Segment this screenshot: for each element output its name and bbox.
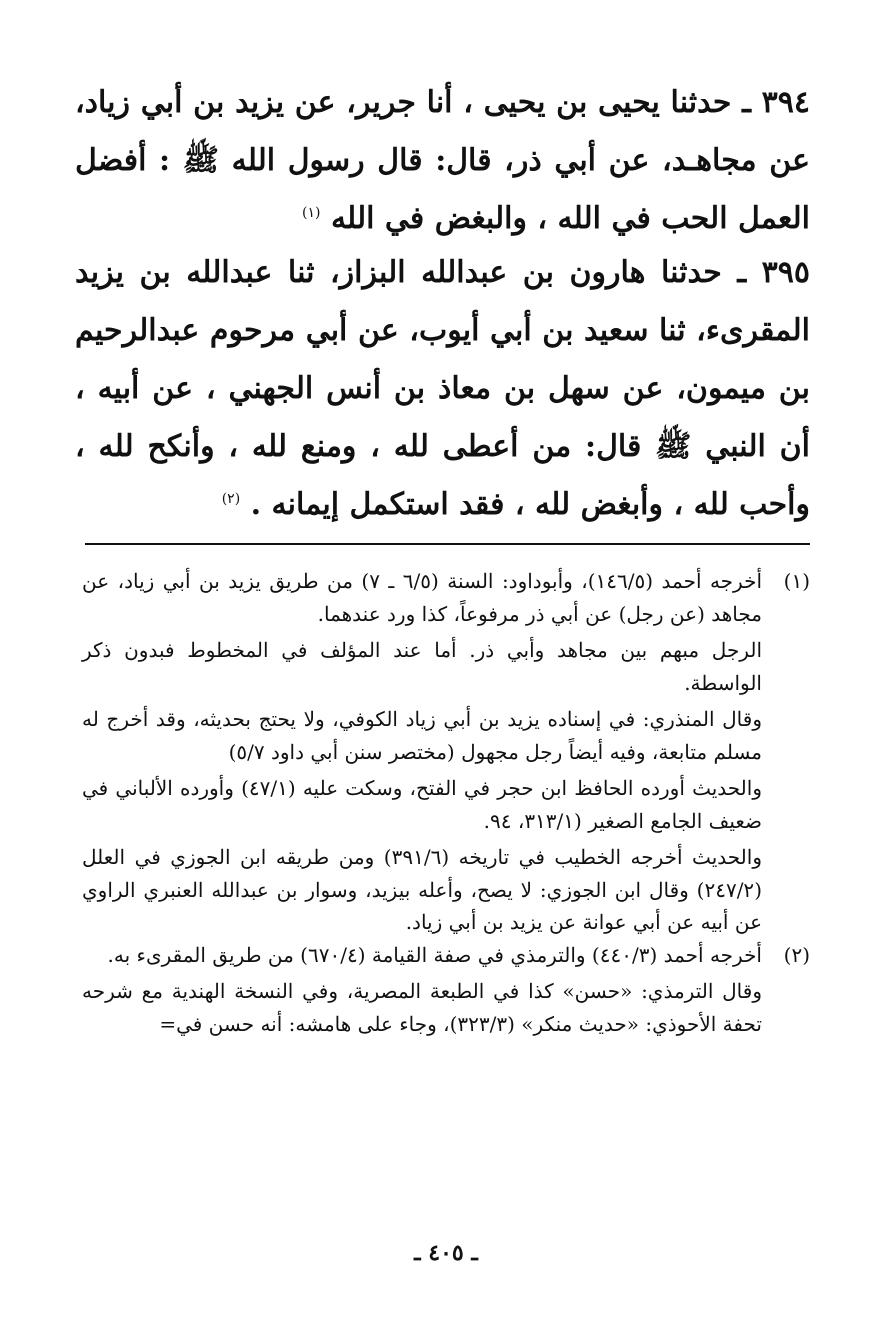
footnote-reference: (٢) — [221, 491, 241, 507]
footnote-paragraph: وقال المنذري: في إسناده يزيد بن أبي زياد الكوفي، ولا يحتج بحديثه، وقد أخرج له مسلم متابعة، وفيه أيضاً رجل مجهول (مختصر سنن أبي داود ٥/٧) — [82, 707, 762, 764]
footnote-separator — [85, 543, 810, 545]
hadith-text: حدثنا يحيى بن يحيى ، أنا جرير، عن يزيد بن أبي زياد، عن مجاهـد، عن أبي ذر، قال: قال رسول الله ﷺ : أفضل العمل الحب في الله ، والبغض في الله — [75, 85, 810, 236]
footnote-paragraph: أخرجه أحمد (١٤٦/٥)، وأبوداود: السنة (٦/٥ ـ ٧) من طريق يزيد بن أبي زياد، عن مجاهد (عن رجل) عن أبي ذر مرفوعاً، كذا ورد عندهما. — [82, 569, 763, 626]
hadith-number: ٣٩٤ ـ — [742, 85, 811, 120]
footnote-2 — [82, 939, 810, 1041]
footnote-1 — [82, 565, 810, 939]
footnote-number: (١) — [783, 569, 810, 593]
hadith-395 — [75, 244, 810, 534]
footnote-paragraph: والحديث أخرجه الخطيب في تاريخه (٣٩١/٦) ومن طريقه ابن الجوزي في العلل (٢٤٧/٢) وقال ابن الجوزي: لا يصح، وأعله بيزيد، وسوار بن عبدالله العنبري الراوي عن أبيه عن أبي عوانة عن يزيد بن أبي زياد. — [82, 845, 762, 934]
footnote-reference: (١) — [302, 205, 321, 221]
hadith-text: حدثنا هارون بن عبدالله البزاز، ثنا عبدالله بن يزيد المقرىء، ثنا سعيد بن أبي أيوب، عن أبي مرحوم عبدالرحيم بن ميمون، عن سهل بن معاذ بن أنس الجهني ، عن أبيه ، أن النبي ﷺ قال: من أعطى لله ، ومنع لله ، وأنكح لله ، وأحب لله ، وأبغض لله ، فقد استكمل إيمانه . — [75, 255, 810, 522]
footnote-number: (٢) — [783, 942, 810, 967]
hadith-number: ٣٩٥ ـ — [737, 255, 811, 290]
footnote-paragraph: أخرجه أحمد (٤٤٠/٣) والترمذي في صفة القيامة (٦٧٠/٤) من طريق المقرىء به. — [107, 942, 762, 967]
footnote-paragraph: وقال الترمذي: «حسن» كذا في الطبعة المصرية، وفي النسخة الهندية مع شرحه تحفة الأحوذي: «حديث منكر» (٣٢٣/٣)، وجاء على هامشه: أنه حسن في= — [82, 979, 762, 1036]
footnotes — [82, 565, 810, 1040]
footnote-paragraph: الرجل مبهم بين مجاهد وأبي ذر. أما عند المؤلف في المخطوط فبدون ذكر الواسطة. — [82, 638, 762, 695]
footnote-paragraph: والحديث أورده الحافظ ابن حجر في الفتح، وسكت عليه (٤٧/١) وأورده الألباني في ضعيف الجامع الصغير (٣١٣/١، ٩٤. — [82, 776, 762, 833]
page-number: ـ ٤٠٥ ـ — [414, 1240, 478, 1266]
hadith-394 — [75, 74, 810, 248]
